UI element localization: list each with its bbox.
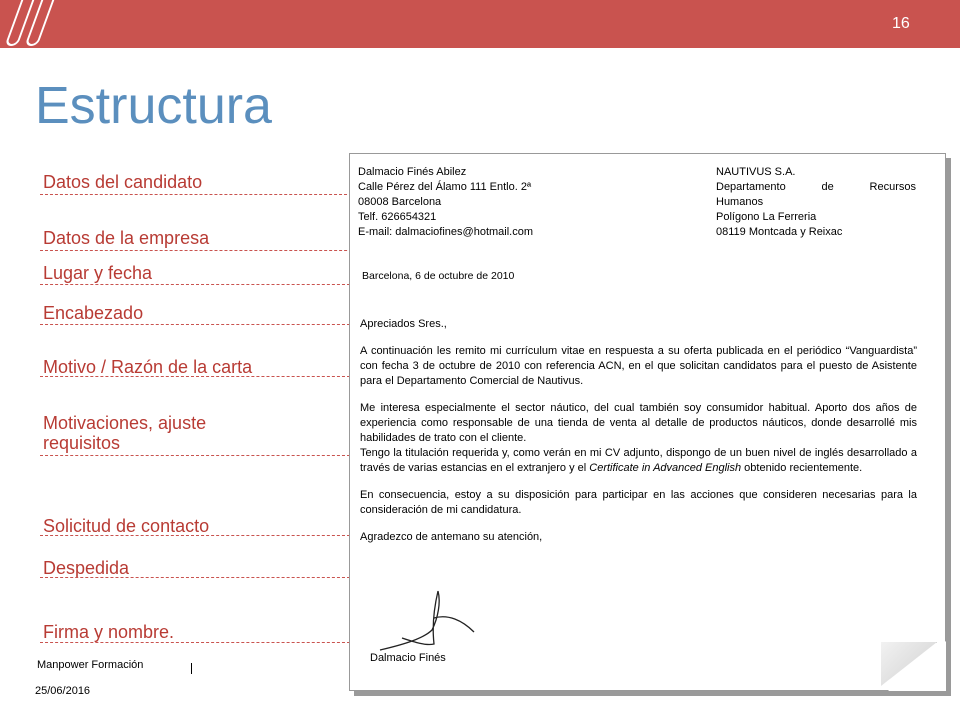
letter-paragraph-titulacion: Tengo la titulación requerida y, como verán en mi CV adjunto, dispongo de un buen nivel de inglés desarrollado a través de varias estancias en el extranjero y el Certificate in Advanced English obtenido recientemente. — [360, 447, 917, 474]
company-department-cont: Humanos — [716, 196, 764, 208]
slide-title: Estructura — [35, 77, 272, 135]
leader-arrow-encabezado — [40, 324, 350, 325]
leader-arrow-motivaciones — [40, 455, 350, 456]
sender-block — [358, 165, 658, 240]
footer-organization: Manpower Formación — [37, 659, 144, 671]
company-city: 08119 Montcada y Reixac — [716, 226, 843, 238]
label-motivo: Motivo / Razón de la carta — [43, 357, 253, 377]
sender-phone: Telf. 626654321 — [358, 211, 437, 223]
company-address: Polígono La Ferreria — [716, 211, 817, 223]
letter-paragraph-solicitud: En consecuencia, estoy a su disposición para participar en las acciones que consideren necesarias para la consideración de mi candidatura. — [360, 489, 917, 516]
letter-greeting: Apreciados Sres., — [360, 318, 447, 330]
leader-arrow-candidato — [40, 194, 352, 195]
leader-arrow-firma — [40, 642, 350, 643]
letter-date: Barcelona, 6 de octubre de 2010 — [362, 270, 515, 282]
label-firma-nombre: Firma y nombre. — [43, 622, 175, 642]
leader-arrow-solicitud — [40, 535, 350, 536]
leader-arrow-despedida — [40, 577, 350, 578]
label-encabezado: Encabezado — [43, 303, 144, 323]
leader-arrow-fecha — [40, 284, 350, 285]
signer-name: Dalmacio Finés — [370, 652, 446, 664]
label-motivaciones: Motivaciones, ajuste requisitos — [43, 413, 207, 453]
sender-address: Calle Pérez del Álamo 111 Entlo. 2ª — [358, 181, 532, 193]
sender-email: E-mail: dalmaciofines@hotmail.com — [358, 226, 534, 238]
label-despedida: Despedida — [43, 558, 130, 578]
company-block — [716, 165, 916, 240]
sender-name: Dalmacio Finés Abilez — [358, 166, 467, 178]
company-department: Departamento de Recursos — [716, 181, 916, 193]
letter-paragraph-experiencia: Me interesa especialmente el sector náutico, del cual también soy consumidor habitual. Aporto dos años de experiencia como responsable de una tienda de venta al detalle de productos náuticos, donde desarrollé mis habilidades de trato con el cliente. — [360, 402, 917, 444]
sender-city: 08008 Barcelona — [358, 196, 442, 208]
label-datos-empresa: Datos de la empresa — [43, 228, 210, 248]
label-lugar-fecha: Lugar y fecha — [43, 263, 153, 283]
slide-number: 16 — [892, 15, 910, 32]
label-datos-candidato: Datos del candidato — [43, 172, 203, 192]
handwritten-signature — [366, 588, 486, 652]
company-name: NAUTIVUS S.A. — [716, 166, 796, 178]
letter-body — [360, 317, 917, 545]
footer-date: 25/06/2016 — [35, 685, 91, 697]
leader-arrow-motivo — [40, 376, 350, 377]
footer-divider — [191, 663, 192, 674]
top-banner — [0, 0, 960, 48]
letter-paragraph-motivo: A continuación les remito mi currículum vitae en respuesta a su oferta publicada en el periódico “Vanguardista” con fecha 3 de octubre de 2010 con referencia ACN, en el que solicitan candidatos para el puesto de Asistente para el Departamento Comercial de Nautivus. — [360, 345, 917, 387]
label-solicitud-contacto: Solicitud de contacto — [43, 516, 210, 536]
letter-closing: Agradezco de antemano su atención, — [360, 531, 543, 543]
